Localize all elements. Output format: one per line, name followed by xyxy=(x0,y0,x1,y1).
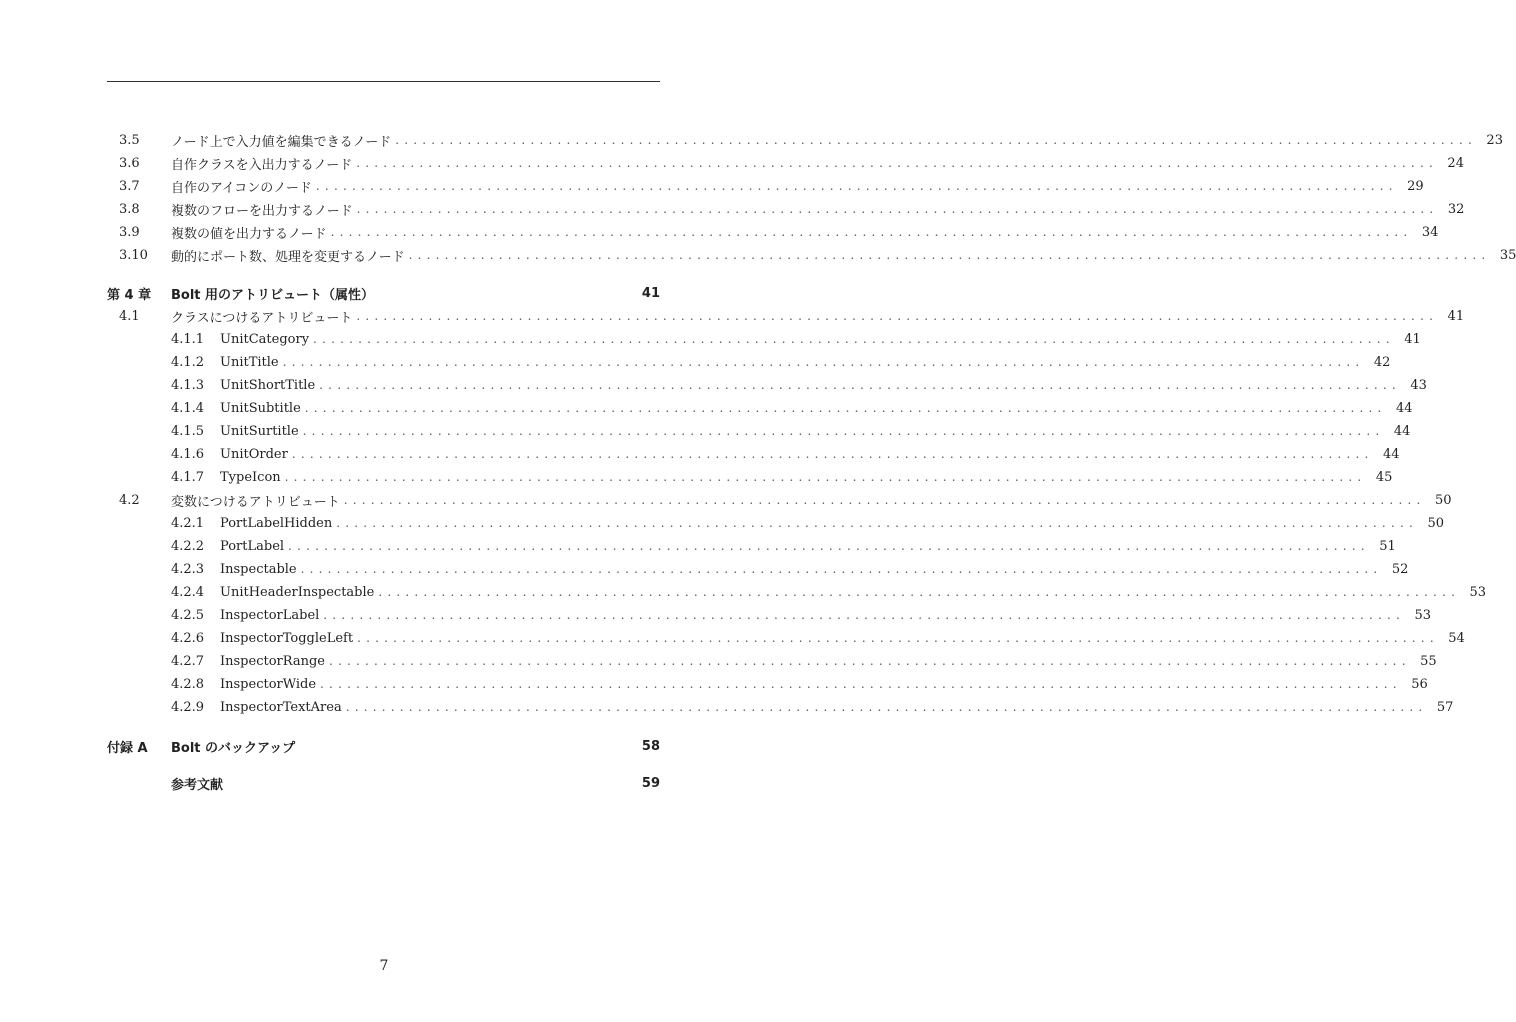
toc-entry[interactable] xyxy=(107,329,1421,349)
toc-entry[interactable] xyxy=(107,352,1391,372)
dot-leader: ........................................................................................................................ xyxy=(345,700,1428,714)
entry-title: Bolt 用のアトリビュート（属性） xyxy=(171,287,375,303)
entry-title: PortLabel xyxy=(220,538,285,554)
entry-page: 41 xyxy=(1404,331,1421,347)
entry-number: 4.1.1 xyxy=(171,331,205,347)
toc-entry[interactable] xyxy=(107,513,1444,533)
entry-title: TypeIcon xyxy=(220,469,281,485)
toc-entry[interactable] xyxy=(107,651,1437,671)
toc-entry[interactable] xyxy=(107,375,1427,395)
entry-title: PortLabelHidden xyxy=(220,515,333,531)
dot-leader: ........................................................................................................................ xyxy=(408,248,1491,262)
entry-number: 4.1 xyxy=(119,308,140,324)
entry-title: 動的にポート数、処理を変更するノード xyxy=(171,249,405,265)
entry-number: 4.1.7 xyxy=(171,469,205,485)
page-number: 7 xyxy=(379,958,389,974)
dot-leader: ........................................................................................................................ xyxy=(300,562,1383,576)
entry-number: 第 4 章 xyxy=(107,287,152,303)
dot-leader: ........................................................................................................................ xyxy=(336,516,1418,530)
entry-number: 付録 A xyxy=(107,740,148,756)
entry-number: 4.2.6 xyxy=(171,630,205,646)
entry-title: InspectorTextArea xyxy=(220,699,342,715)
entry-number: 4.1.3 xyxy=(171,377,205,393)
entry-number: 3.5 xyxy=(119,132,140,148)
entry-number: 3.6 xyxy=(119,155,140,171)
entry-page: 41 xyxy=(641,285,660,301)
dot-leader: ........................................................................................................................ xyxy=(356,202,1439,216)
entry-title: 自作クラスを入出力するノード xyxy=(171,157,353,173)
toc-entry[interactable] xyxy=(107,697,1454,717)
entry-page: 29 xyxy=(1407,178,1424,194)
dot-leader: ........................................................................................................................ xyxy=(304,401,1387,415)
entry-page: 32 xyxy=(1447,201,1465,217)
entry-page: 53 xyxy=(1469,584,1487,600)
entry-page: 41 xyxy=(1447,308,1465,324)
entry-title: UnitSurtitle xyxy=(220,423,299,439)
entry-page: 43 xyxy=(1410,377,1427,393)
toc-entry[interactable] xyxy=(107,559,1409,579)
toc-chapter-entry[interactable] xyxy=(107,283,660,303)
entry-title: InspectorWide xyxy=(220,676,317,692)
entry-title: クラスにつけるアトリビュート xyxy=(171,310,353,326)
entry-page: 58 xyxy=(641,738,660,754)
entry-number: 4.2.7 xyxy=(171,653,205,669)
entry-title: 変数につけるアトリビュート xyxy=(171,494,340,510)
dot-leader: ........................................................................................................................ xyxy=(330,225,1413,239)
toc-entry[interactable] xyxy=(107,628,1465,648)
toc-entry[interactable] xyxy=(107,536,1396,556)
entry-number: 4.2.9 xyxy=(171,699,205,715)
entry-page: 44 xyxy=(1395,400,1413,416)
entry-number: 4.2 xyxy=(119,492,140,508)
entry-page: 59 xyxy=(641,775,660,791)
entry-page: 45 xyxy=(1375,469,1393,485)
entry-number: 4.1.5 xyxy=(171,423,205,439)
dot-leader: ........................................................................................................................ xyxy=(357,631,1439,645)
entry-number: 4.2.4 xyxy=(171,584,205,600)
toc-entry[interactable] xyxy=(107,398,1413,418)
dot-leader: ........................................................................................................................ xyxy=(313,332,1395,346)
dot-leader: ........................................................................................................................ xyxy=(356,309,1439,323)
entry-title: 複数の値を出力するノード xyxy=(171,226,327,242)
toc-entry[interactable] xyxy=(107,421,1411,441)
dot-leader: ........................................................................................................................ xyxy=(395,133,1477,147)
entry-title: InspectorLabel xyxy=(220,607,320,623)
toc-entry[interactable] xyxy=(107,306,1465,326)
entry-number: 4.1.6 xyxy=(171,446,205,462)
toc-entry[interactable] xyxy=(107,467,1393,487)
dot-leader: ........................................................................................................................ xyxy=(343,493,1426,507)
entry-number: 3.7 xyxy=(119,178,140,194)
entry-page: 34 xyxy=(1421,224,1439,240)
entry-title: UnitOrder xyxy=(220,446,288,462)
entry-page: 56 xyxy=(1411,676,1428,692)
entry-title: 参考文献 xyxy=(171,777,224,793)
toc-entry[interactable] xyxy=(107,605,1432,625)
toc-entry[interactable] xyxy=(107,176,1424,196)
entry-number: 3.10 xyxy=(119,247,148,263)
dot-leader: ........................................................................................................................ xyxy=(320,677,1402,691)
entry-number: 4.1.2 xyxy=(171,354,205,370)
entry-title: UnitCategory xyxy=(220,331,310,347)
entry-number: 4.2.1 xyxy=(171,515,205,531)
entry-page: 23 xyxy=(1486,132,1503,148)
toc-entry[interactable] xyxy=(107,153,1464,173)
toc-entry[interactable] xyxy=(107,222,1439,242)
toc-entry[interactable] xyxy=(107,199,1465,219)
header-rule xyxy=(107,81,660,82)
entry-title: UnitTitle xyxy=(220,354,279,370)
toc-entry[interactable] xyxy=(107,444,1400,464)
dot-leader: ........................................................................................................................ xyxy=(282,355,1365,369)
toc-chapter-entry[interactable] xyxy=(107,773,660,793)
entry-number: 4.2.2 xyxy=(171,538,205,554)
entry-page: 54 xyxy=(1448,630,1465,646)
dot-leader: ........................................................................................................................ xyxy=(288,539,1370,553)
entry-number: 4.1.4 xyxy=(171,400,205,416)
entry-title: Bolt のバックアップ xyxy=(171,740,296,756)
dot-leader: ........................................................................................................................ xyxy=(302,424,1385,438)
toc-entry[interactable] xyxy=(107,490,1452,510)
entry-number: 4.2.8 xyxy=(171,676,205,692)
toc-entry[interactable] xyxy=(107,245,1516,265)
dot-leader: ........................................................................................................................ xyxy=(378,585,1461,599)
entry-title: UnitSubtitle xyxy=(220,400,301,416)
entry-page: 44 xyxy=(1393,423,1411,439)
entry-title: 自作のアイコンのノード xyxy=(171,180,312,196)
entry-page: 55 xyxy=(1420,653,1437,669)
entry-number: 3.8 xyxy=(119,201,140,217)
dot-leader: ........................................................................................................................ xyxy=(284,470,1367,484)
entry-title: 複数のフローを出力するノード xyxy=(171,203,353,219)
entry-page: 53 xyxy=(1414,607,1432,623)
entry-page: 50 xyxy=(1427,515,1444,531)
entry-title: UnitShortTitle xyxy=(220,377,316,393)
toc-entry[interactable] xyxy=(107,674,1428,694)
dot-leader: ........................................................................................................................ xyxy=(328,654,1411,668)
dot-leader: ........................................................................................................................ xyxy=(291,447,1374,461)
entry-page: 51 xyxy=(1379,538,1396,554)
entry-title: InspectorRange xyxy=(220,653,325,669)
entry-title: Inspectable xyxy=(220,561,297,577)
entry-number: 4.2.3 xyxy=(171,561,205,577)
entry-title: UnitHeaderInspectable xyxy=(220,584,375,600)
entry-title: InspectorToggleLeft xyxy=(220,630,354,646)
entry-page: 50 xyxy=(1434,492,1452,508)
toc-chapter-entry[interactable] xyxy=(107,736,660,756)
entry-page: 52 xyxy=(1391,561,1409,577)
toc-entry[interactable] xyxy=(107,130,1503,150)
dot-leader: ........................................................................................................................ xyxy=(356,156,1438,170)
entry-page: 44 xyxy=(1383,446,1400,462)
dot-leader: ........................................................................................................................ xyxy=(319,378,1401,392)
entry-page: 24 xyxy=(1447,155,1464,171)
entry-page: 42 xyxy=(1373,354,1391,370)
entry-title: ノード上で入力値を編集できるノード xyxy=(171,134,392,150)
dot-leader: ........................................................................................................................ xyxy=(315,179,1398,193)
entry-number: 3.9 xyxy=(119,224,140,240)
entry-number: 4.2.5 xyxy=(171,607,205,623)
entry-page: 35 xyxy=(1499,247,1516,263)
entry-page: 57 xyxy=(1436,699,1454,715)
toc-entry[interactable] xyxy=(107,582,1487,602)
dot-leader: ........................................................................................................................ xyxy=(323,608,1406,622)
